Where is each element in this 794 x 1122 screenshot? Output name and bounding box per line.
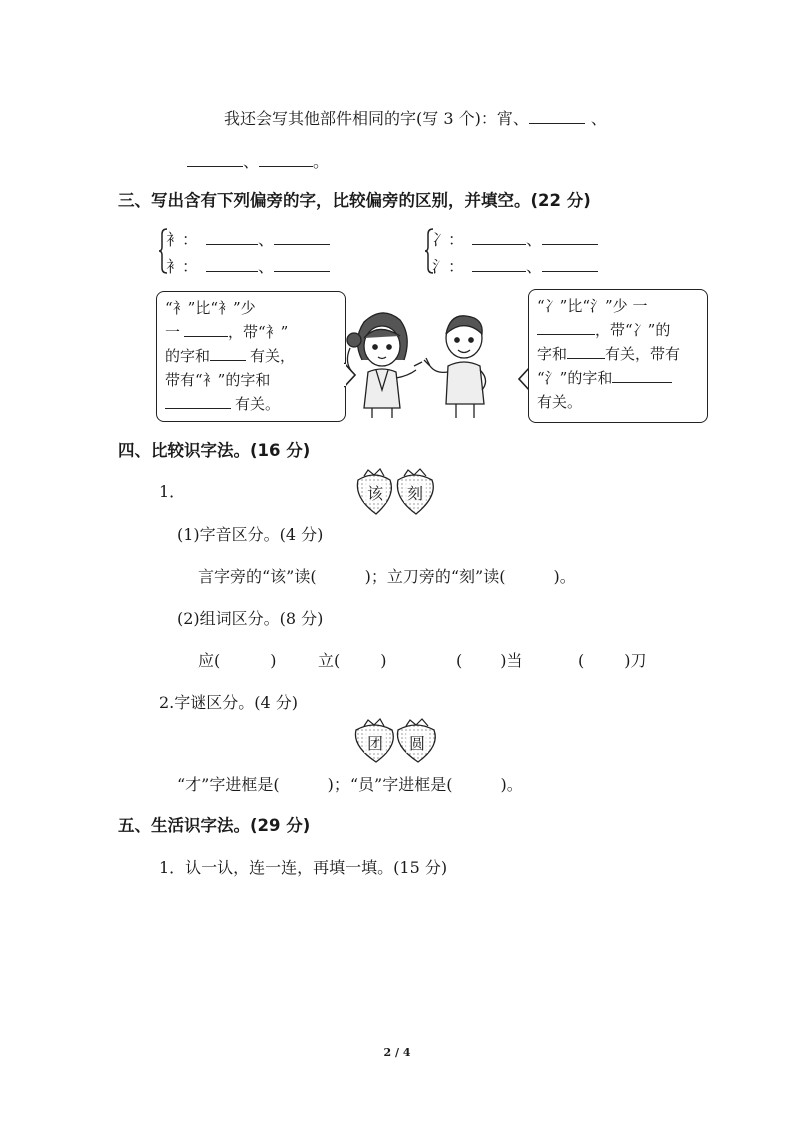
strawberry-icon-pair-1 xyxy=(352,466,442,518)
radical-row-1-right: 冫： 、 xyxy=(432,230,598,250)
answer-blank[interactable] xyxy=(612,368,672,383)
word-group-2: 立( ) xyxy=(318,651,387,670)
fruit-char-2: 刻 xyxy=(406,484,424,503)
girl-icon xyxy=(347,313,422,418)
speech-bubble-right: “冫”比“氵”少 一 ，带“冫”的 字和 有关，带有 “氵”的字和 有关。 xyxy=(528,289,708,423)
answer-blank[interactable] xyxy=(210,346,246,361)
question-4-2: 2.字谜区分。(4 分) xyxy=(159,693,299,712)
question-4-1-number: 1． xyxy=(159,482,186,501)
boy-icon xyxy=(424,316,486,418)
answer-blank[interactable] xyxy=(184,322,228,337)
answer-blank[interactable] xyxy=(206,257,258,272)
answer-blank[interactable] xyxy=(542,257,598,272)
top-line-text: 我还会写其他部件相同的字(写 3 个)：宵、 xyxy=(224,109,529,128)
section-3-title: 三、写出含有下列偏旁的字，比较偏旁的区别，并填空。(22 分) xyxy=(118,191,591,210)
section-4-title: 四、比较识字法。(16 分) xyxy=(118,441,311,460)
question-5-1: 1．认一认，连一连，再填一填。(15 分) xyxy=(159,858,448,877)
answer-blank[interactable] xyxy=(274,257,330,272)
answer-blank[interactable] xyxy=(567,344,605,359)
fruit-char-4: 圆 xyxy=(408,734,426,753)
sub-question-4-1-2: (2)组词区分。(8 分) xyxy=(177,609,324,628)
answer-blank[interactable] xyxy=(472,257,526,272)
section-5-title: 五、生活识字法。(29 分) xyxy=(118,816,311,835)
answer-blank[interactable] xyxy=(472,230,526,245)
radical-row-1-left: 衤： 、 xyxy=(166,230,330,250)
answer-blank[interactable] xyxy=(542,230,598,245)
answer-blank[interactable] xyxy=(529,109,585,124)
answer-blank[interactable] xyxy=(187,152,243,167)
speech-bubble-left: “衤”比“衤”少 一 ，带“衤” 的字和 有关， 带有“衤”的字和 有关。 xyxy=(156,291,346,422)
radical-row-2-right: 氵： 、 xyxy=(432,257,598,277)
sub-question-4-1-1: (1)字音区分。(4 分) xyxy=(177,525,324,544)
top-line-1: 我还会写其他部件相同的字(写 3 个)：宵、 、 xyxy=(224,109,607,128)
answer-blank[interactable] xyxy=(537,320,595,335)
answer-blank[interactable] xyxy=(259,152,313,167)
fruit-char-1: 该 xyxy=(366,484,384,503)
pronunciation-line: 言字旁的“该”读( )；立刀旁的“刻”读( )。 xyxy=(198,567,576,586)
answer-blank[interactable] xyxy=(165,394,231,409)
fruit-char-3: 团 xyxy=(366,734,384,753)
answer-blank[interactable] xyxy=(274,230,330,245)
top-line-2: 、 。 xyxy=(187,152,329,172)
riddle-line: “才”字进框是( )；“员”字进框是( )。 xyxy=(177,775,523,794)
answer-blank[interactable] xyxy=(206,230,258,245)
strawberry-icon-pair-2 xyxy=(352,716,442,766)
word-group-4: ( )刀 xyxy=(578,651,647,670)
word-group-1: 应( ) xyxy=(198,651,277,670)
children-illustration xyxy=(342,300,506,418)
radical-row-2-left: 衤： 、 xyxy=(166,257,330,277)
page-number: 2 / 4 xyxy=(383,1046,411,1059)
word-group-3: ( )当 xyxy=(456,651,523,670)
